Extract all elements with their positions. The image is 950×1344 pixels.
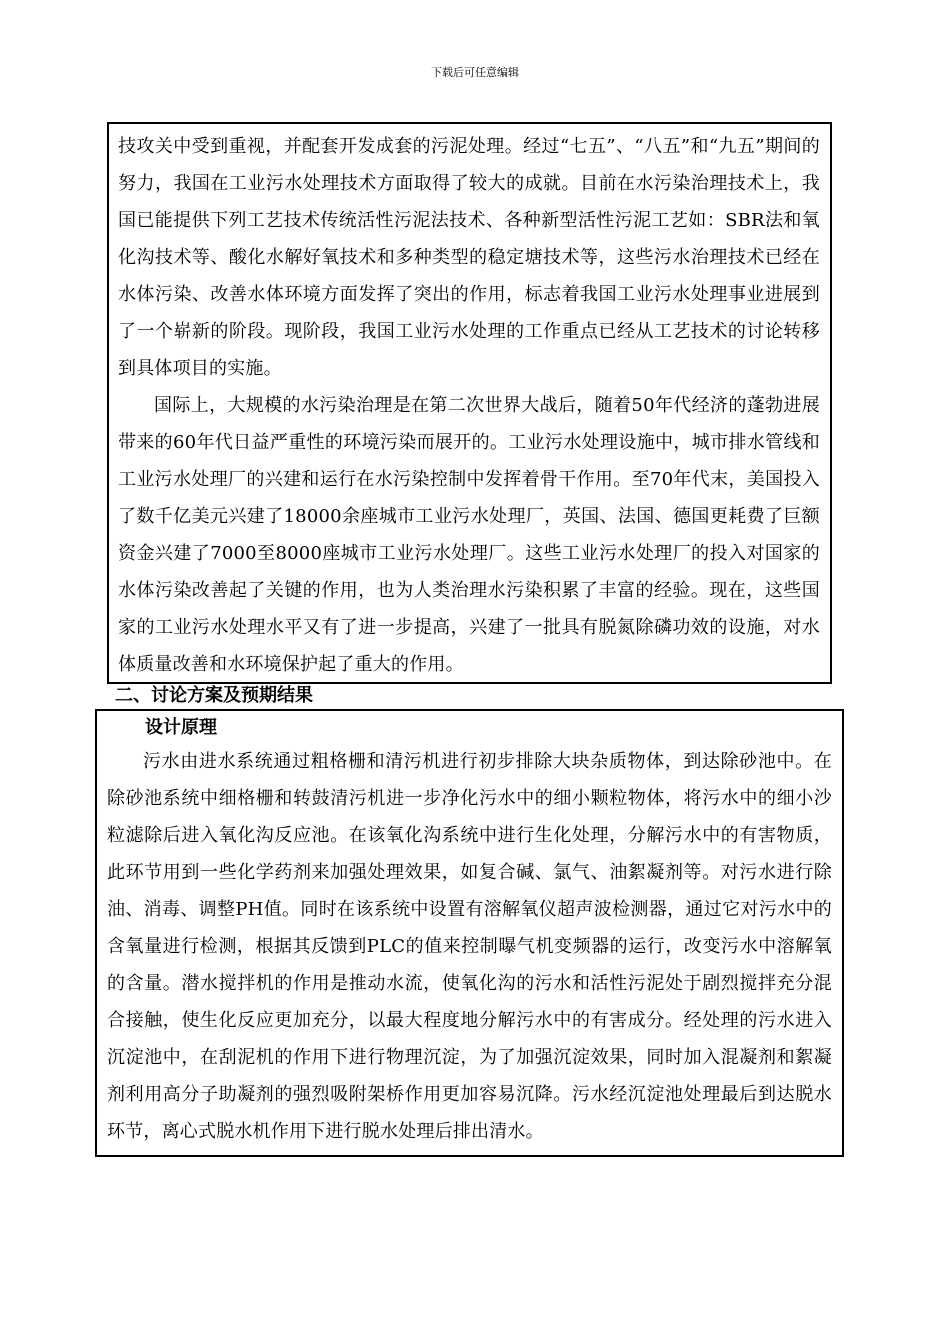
content-box-background (107, 122, 832, 684)
subsection-title: 设计原理 (145, 717, 217, 738)
section-title: 二、讨论方案及预期结果 (115, 685, 313, 706)
content-box-design (95, 709, 844, 1157)
page-header: 下载后可任意编辑 (431, 66, 519, 79)
design-principle-paragraph: 污水由进水系统通过粗格栅和清污机进行初步排除大块杂质物体，到达除砂池中。在除砂池系统中细格栅和转鼓清污机进一步净化污水中的细小颗粒物体，将污水中的细小沙粒滤除后进入氧化沟反应池。在该氧化沟系统中进行生化处理，分解污水中的有害物质，此环节用到一些化学药剂来加强处理效果，如复合碱、氯气、油絮凝剂等。对污水进行除油、消毒、调整PH值。同时在该系统中设置有溶解氧仪超声波检测器，通过它对污水中的含氧量进行检测，根据其反馈到PLC的值来控制曝气机变频器的运行，改变污水中溶解氧的含量。潜水搅拌机的作用是推动水流，使氧化沟的污水和活性污泥处于剧烈搅拌充分混合接触，使生化反应更加充分，以最大程度地分解污水中的有害成分。经处理的污水进入沉淀池中，在刮泥机的作用下进行物理沉淀，为了加强沉淀效果，同时加入混凝剂和絮凝剂利用高分子助凝剂的强烈吸附架桥作用更加容易沉降。污水经沉淀池处理最后到达脱水环节，离心式脱水机作用下进行脱水处理后排出清水。 (107, 751, 832, 1142)
background-paragraph-international: 国际上，大规模的水污染治理是在第二次世界大战后，随着50年代经济的蓬勃进展带来的60年代日益严重性的环境污染而展开的。工业污水处理设施中，城市排水管线和工业污水处理厂的兴建和运行在水污染控制中发挥着骨干作用。至70年代末，美国投入了数千亿美元兴建了18000余座城市工业污水处理厂，英国、法国、德国更耗费了巨额资金兴建了7000至8000座城市工业污水处理厂。这些工业污水处理厂的投入对国家的水体污染改善起了关键的作用，也为人类治理水污染积累了丰富的经验。现在，这些国家的工业污水处理水平又有了进一步提高，兴建了一批具有脱氮除磷功效的设施，对水体质量改善和水环境保护起了重大的作用。 (118, 395, 820, 675)
background-paragraph-domestic: 技攻关中受到重视，并配套开发成套的污泥处理。经过“七五”、“八五”和“九五”期间的努力，我国在工业污水处理技术方面取得了较大的成就。目前在水污染治理技术上，我国已能提供下列工艺技术传统活性污泥法技术、各种新型活性污泥工艺如：SBR法和氧化沟技术等、酸化水解好氧技术和多种类型的稳定塘技术等，这些污水治理技术已经在水体污染、改善水体环境方面发挥了突出的作用，标志着我国工业污水处理事业进展到了一个崭新的阶段。现阶段，我国工业污水处理的工作重点已经从工艺技术的讨论转移到具体项目的实施。 (118, 136, 820, 379)
